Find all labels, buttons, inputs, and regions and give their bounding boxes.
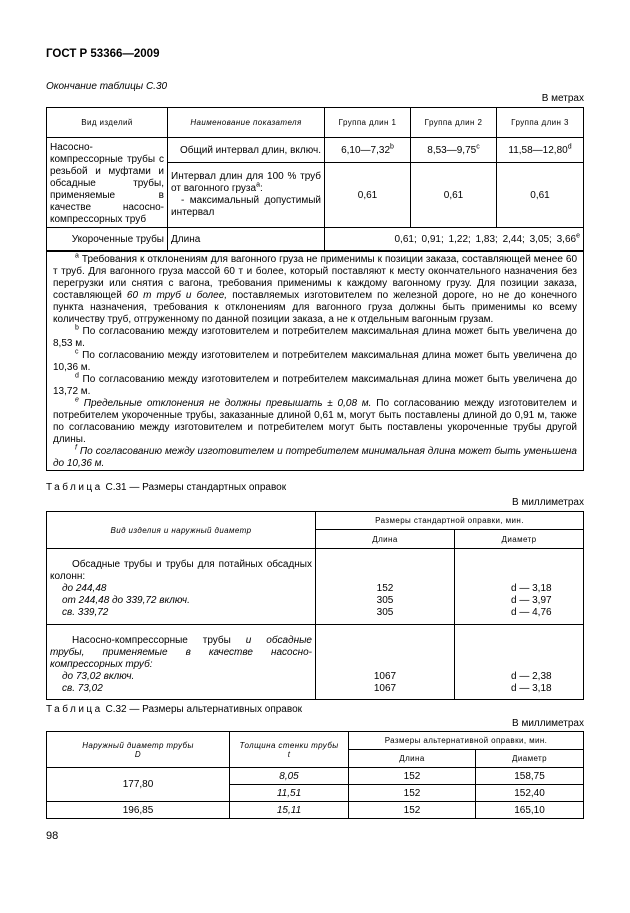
col-header-std-group: Размеры стандартной оправки, мин. — [316, 512, 584, 530]
note-f: $^f$ По согласованию между изготовителем и потребителем минимальная длина может быть уменьшена до 10,36 м. — [53, 444, 577, 469]
cell-tubing-diameters: d — 2,38 d — 3,18 — [455, 625, 584, 700]
cell-g3-interval: 0,61 — [497, 163, 584, 228]
table-c31-title: Таблица С.31 — Размеры стандартных оправок — [46, 482, 287, 493]
col-header-alt-length: Длина — [349, 750, 476, 768]
col-header-product: Вид изделий — [47, 108, 168, 138]
cell-od-196: 196,85 — [47, 802, 230, 819]
col-header-group2: Группа длин 2 — [411, 108, 497, 138]
cell-g2-interval: 0,61 — [411, 163, 497, 228]
cell-g1-total: 6,10—7,32$^b$ — [325, 138, 411, 163]
table-c30-notes — [46, 250, 584, 471]
cell-g2-total: 8,53—9,75$^c$ — [411, 138, 497, 163]
cell-short-values: 0,61; 0,91; 1,22; 1,83; 2,44; 3,05; 3,66e — [325, 228, 584, 252]
col-header-param: Наименование показателя — [168, 108, 325, 138]
cell-product-tubing: Насосно-компрессорные трубы с резьбой и муфтами и обсадные трубы, применяемые в качестве насосно-компрессорных труб — [47, 138, 168, 228]
table-c32-title: Таблица С.32 — Размеры альтернативных оправок — [46, 704, 302, 715]
cell-wall-805: 8,05 — [230, 768, 349, 785]
cell-tubing-lengths: 1067 1067 — [316, 625, 455, 700]
table-c30-units: В метрах — [541, 93, 584, 104]
col-header-diameter: Диаметр — [455, 530, 584, 549]
page-header: ГОСТ Р 53366—2009 — [46, 48, 160, 60]
col-header-od: Наружный диаметр трубы D — [47, 732, 230, 768]
cell-len-3: 152 — [349, 802, 476, 819]
col-header-alt-group: Размеры альтернативной оправки, мин. — [349, 732, 584, 750]
col-header-length: Длина — [316, 530, 455, 549]
col-header-wall: Толщина стенки трубы t — [230, 732, 349, 768]
col-header-group3: Группа длин 3 — [497, 108, 584, 138]
note-a: $^a$ Требования к отклонениям для вагонного груза не применимы к позиции заказа, составляющей менее 60 т труб. Для вагонного груза массой 60 т и более, который поставляют к месту окончательного назначения без перегрузки или снятия с вагона, требования применимы к каждому вагонному грузу. Для позиции заказа, составляющей 60 т труб и более, поставляемых изготовителем по железной дороге, но не до конечного пункта назначения, требования к отклонениям для вагонного груза должны быть применимы ко всему количеству труб, отгруженному по данной позиции заказа, а не к отдельным вагонным грузам. — [53, 252, 578, 325]
note-c: $^c$ По согласованию между изготовителем и потребителем максимальная длина может быть увеличена до 10,36 м. — [53, 348, 577, 373]
note-d: $^d$ По согласованию между изготовителем и потребителем максимальная длина может быть увеличена до 13,72 м. — [53, 372, 577, 397]
col-header-group1: Группа длин 1 — [325, 108, 411, 138]
cell-g1-interval: 0,61 — [325, 163, 411, 228]
table-c31 — [46, 511, 584, 700]
cell-param-length: Длина — [168, 228, 325, 252]
note-e: $^e$ Предельные отклонения не должны превышать ± 0,08 м. По согласованию между изготовителем и потребителем укороченные трубы, заказанные длиной 0,61 м, могут быть поставлены длиной до 0,91 м, также по согласованию между изготовителем и потребителем могут быть поставлены укороченные трубы другой длины. — [53, 396, 577, 445]
cell-param-interval: Интервал длин для 100 % труб от вагонного груза$^a$: - максимальный допустимый интервал — [168, 163, 325, 228]
table-c31-units: В миллиметрах — [512, 497, 584, 508]
cell-len-1: 152 — [349, 768, 476, 785]
cell-od-177: 177,80 — [47, 768, 230, 802]
cell-dia-1: 158,75 — [476, 768, 584, 785]
cell-param-total: Общий интервал длин, включ. — [168, 138, 325, 163]
table-c32 — [46, 731, 584, 819]
cell-product-short: Укороченные трубы — [47, 228, 168, 252]
note-b: $^b$ По согласованию между изготовителем и потребителем максимальная длина может быть увеличена до 8,53 м. — [53, 324, 577, 349]
cell-g3-total: 11,58—12,80$^d$ — [497, 138, 584, 163]
cell-wall-1151: 11,51 — [230, 785, 349, 802]
table-c30 — [46, 107, 584, 252]
cell-dia-2: 152,40 — [476, 785, 584, 802]
cell-tubing-block: Насосно-компрессорные трубы и обсадные трубы, применяемые в качестве насосно-компрессорных труб: до 73,02 включ. св. 73,02 — [47, 625, 316, 700]
cell-casing-diameters: d — 3,18 d — 3,97 d — 4,76 — [455, 549, 584, 625]
page-number: 98 — [46, 830, 59, 842]
table-c32-units: В миллиметрах — [512, 718, 584, 729]
cell-len-2: 152 — [349, 785, 476, 802]
col-header-product-od: Вид изделия и наружный диаметр — [47, 512, 316, 549]
col-header-alt-diameter: Диаметр — [476, 750, 584, 768]
cell-casing-block: Обсадные трубы и трубы для потайных обсадных колонн: до 244,48 от 244,48 до 339,72 включ. св. 339,72 — [47, 549, 316, 625]
cell-dia-3: 165,10 — [476, 802, 584, 819]
table-c30-caption: Окончание таблицы С.30 — [46, 81, 168, 92]
cell-casing-lengths: 152 305 305 — [316, 549, 455, 625]
cell-wall-1511: 15,11 — [230, 802, 349, 819]
